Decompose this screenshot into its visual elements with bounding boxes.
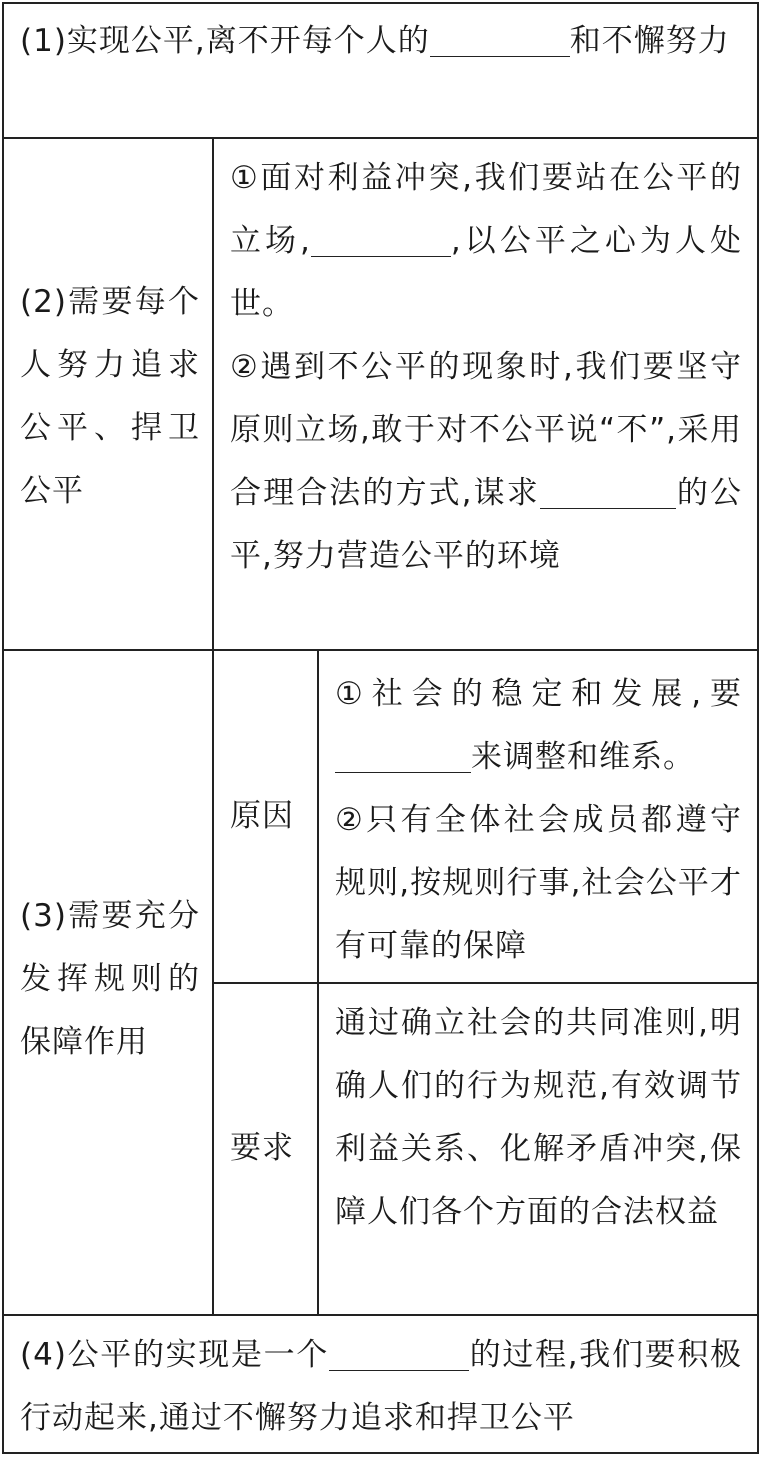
col-divider-1 — [212, 137, 214, 1314]
reason-point1-a: ①社会的稳定和发展,要 — [335, 676, 742, 712]
reason-point1-b: 来调整和维系。 — [471, 739, 695, 775]
row-divider-1 — [4, 137, 757, 139]
row2-content — [230, 147, 742, 588]
knowledge-table — [2, 2, 759, 1454]
row2-label: (2)需要每个人努力追求公平、捍卫公平 — [20, 284, 200, 509]
answer-blank-2[interactable] — [311, 216, 451, 257]
row2-point2-b: 的公平,努力营造公平的环境 — [230, 475, 743, 574]
row4-text-a: (4)公平的实现是一个 — [20, 1337, 330, 1373]
row2-point1-a: ①面对利益冲突,我们要站在公平的立场, — [230, 160, 742, 259]
row2-point2-a: ②遇到不公平的现象时,我们要坚守原则立场,敢于对不公平说“不”,采用合理合法的方式,谋求 — [230, 349, 742, 511]
row1-text-b: 和不懈努力 — [569, 23, 730, 59]
answer-blank-4[interactable] — [335, 732, 471, 773]
answer-blank-5[interactable] — [329, 1330, 469, 1371]
reason-point2: ②只有全体社会成员都遵守规则,按规则行事,社会公平才有可靠的保障 — [335, 802, 742, 964]
row3-label: (3)需要充分发挥规则的保障作用 — [20, 898, 200, 1060]
row-divider-4 — [4, 1314, 757, 1316]
row-divider-2 — [4, 649, 757, 651]
answer-blank-1[interactable] — [430, 16, 570, 57]
row-divider-3 — [212, 982, 757, 984]
reason-content — [335, 663, 742, 978]
reason-label: 原因 — [230, 798, 294, 834]
row1-content — [20, 10, 742, 73]
answer-blank-3[interactable] — [540, 468, 676, 509]
requirement-content: 通过确立社会的共同准则,明确人们的行为规范,有效调节利益关系、化解矛盾冲突,保障人们各个方面的合法权益 — [335, 1005, 742, 1230]
col-divider-2 — [317, 649, 319, 1314]
requirement-label: 要求 — [230, 1130, 294, 1166]
row4-content — [20, 1324, 742, 1450]
row2-point1-b: ,以公平之心为人处世。 — [230, 223, 743, 322]
row1-text-a: (1)实现公平,离不开每个人的 — [20, 23, 430, 59]
row4-text-b: 的过程,我们要积极行动起来,通过不懈努力追求和捍卫公平 — [20, 1337, 742, 1436]
